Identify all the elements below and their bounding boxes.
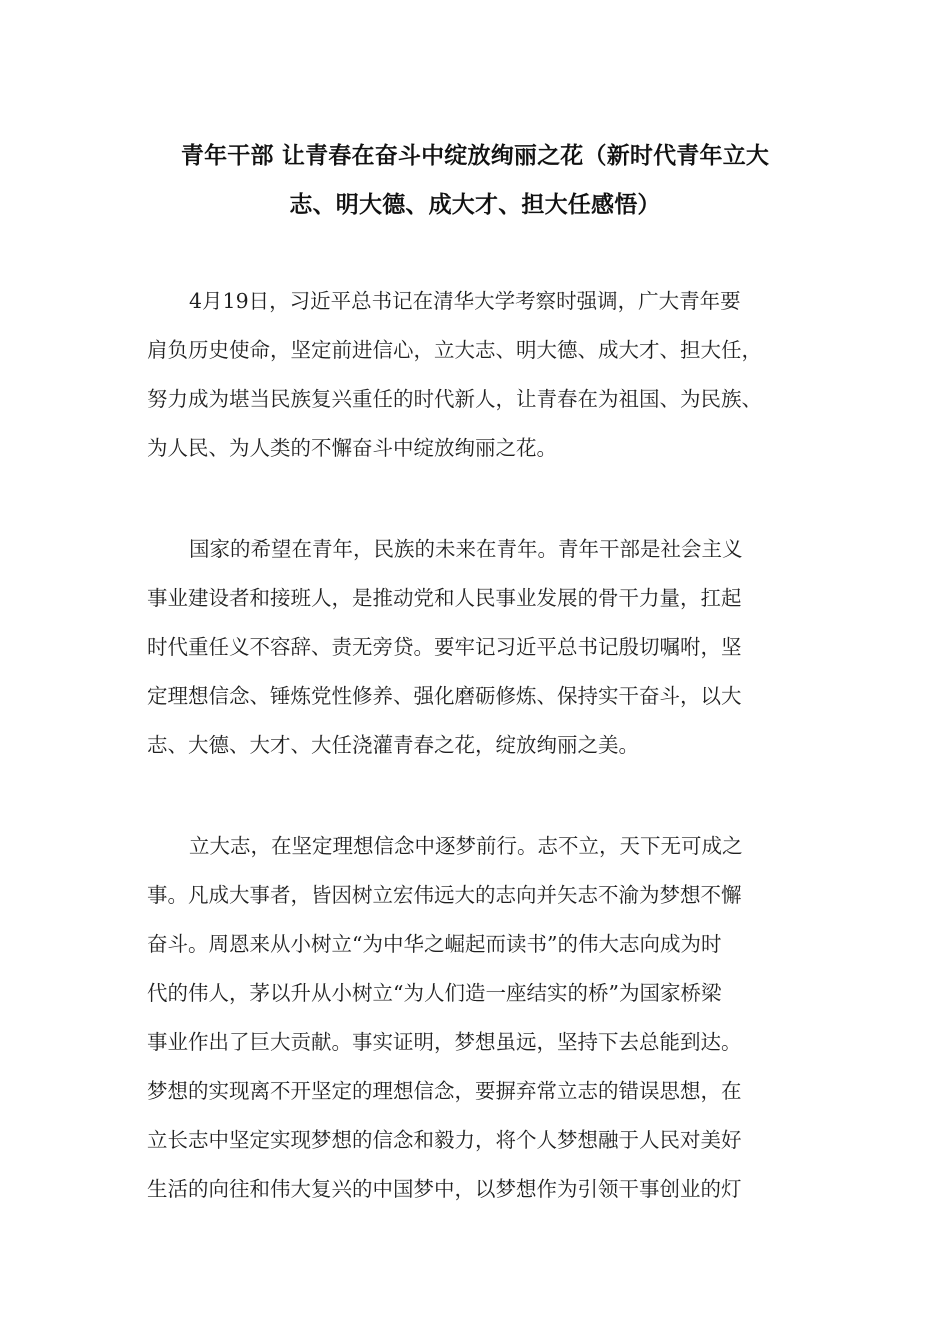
- paragraph-1: [147, 277, 807, 473]
- paragraph-line: 4月19日，习近平总书记在清华大学考察时强调，广大青年要: [189, 289, 741, 313]
- title-line: 志、明大德、成大才、担大任感悟）: [289, 192, 661, 218]
- paragraph-line: 奋斗。周恩来从小树立“为中华之崛起而读书”的伟大志向成为时: [147, 932, 722, 956]
- paragraph-line: 定理想信念、锤炼党性修养、强化磨砺修炼、保持实干奋斗，以大: [147, 684, 742, 708]
- paragraph-line: 国家的希望在青年，民族的未来在青年。青年干部是社会主义: [189, 537, 743, 561]
- paragraph-line: 肩负历史使命，坚定前进信心，立大志、明大德、成大才、担大任，: [147, 338, 762, 362]
- document-title: [140, 132, 810, 230]
- paragraph-line: 立长志中坚定实现梦想的信念和毅力，将个人梦想融于人民对美好: [147, 1128, 742, 1152]
- paragraph-line: 代的伟人，茅以升从小树立“为人们造一座结实的桥”为国家桥梁: [147, 981, 722, 1005]
- paragraph-line: 立大志，在坚定理想信念中逐梦前行。志不立，天下无可成之: [189, 834, 743, 858]
- paragraph-line: 志、大德、大才、大任浇灌青春之花，绽放绚丽之美。: [147, 733, 639, 757]
- paragraph-line: 梦想的实现离不开坚定的理想信念，要摒弃常立志的错误思想，在: [147, 1079, 742, 1103]
- paragraph-line: 时代重任义不容辞、责无旁贷。要牢记习近平总书记殷切嘱咐，坚: [147, 635, 742, 659]
- paragraph-line: 生活的向往和伟大复兴的中国梦中，以梦想作为引领干事创业的灯: [147, 1177, 742, 1201]
- paragraph-3: [147, 822, 807, 1214]
- paragraph-line: 努力成为堪当民族复兴重任的时代新人，让青春在为祖国、为民族、: [147, 387, 762, 411]
- paragraph-line: 事。凡成大事者，皆因树立宏伟远大的志向并矢志不渝为梦想不懈: [147, 883, 742, 907]
- paragraph-line: 事业建设者和接班人，是推动党和人民事业发展的骨干力量，扛起: [147, 586, 742, 610]
- paragraph-line: 为人民、为人类的不懈奋斗中绽放绚丽之花。: [147, 436, 557, 460]
- paragraph-2: [147, 525, 807, 770]
- paragraph-line: 事业作出了巨大贡献。事实证明，梦想虽远，坚持下去总能到达。: [147, 1030, 742, 1054]
- title-line: 青年干部 让青春在奋斗中绽放绚丽之花（新时代青年立大: [180, 143, 770, 169]
